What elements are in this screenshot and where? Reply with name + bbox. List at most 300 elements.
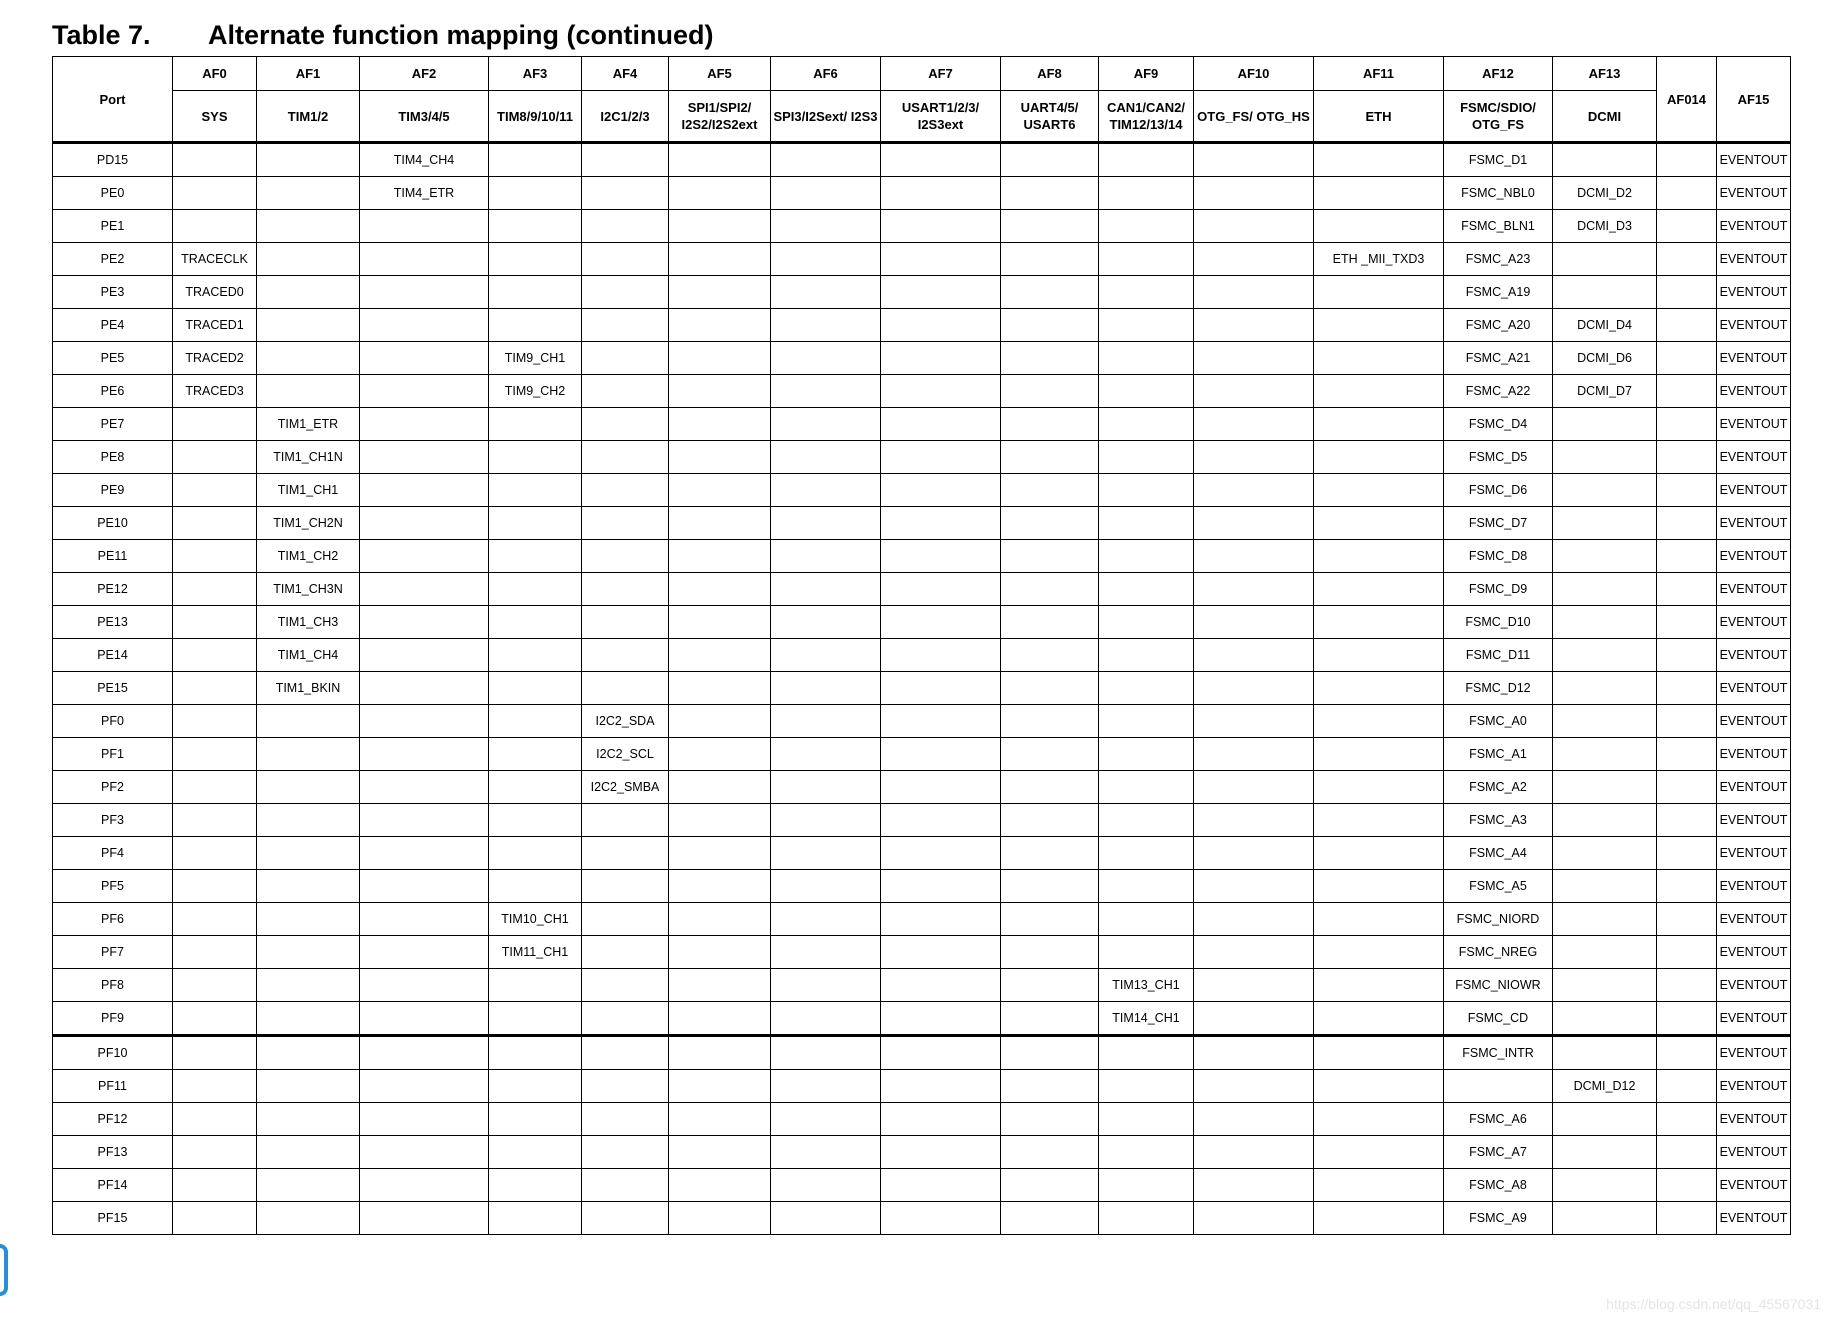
af-cell: FSMC_A0 bbox=[1444, 705, 1553, 738]
af-cell bbox=[1553, 771, 1657, 804]
table-row bbox=[53, 243, 1791, 276]
af-cell bbox=[582, 1070, 669, 1103]
af-cell bbox=[489, 837, 582, 870]
af-cell bbox=[669, 1103, 771, 1136]
header-func-spi1-spi2: SPI1/SPI2/ I2S2/I2S2ext bbox=[669, 91, 771, 143]
af-cell bbox=[489, 606, 582, 639]
af-cell: FSMC_D12 bbox=[1444, 672, 1553, 705]
af-cell bbox=[1001, 573, 1099, 606]
af-cell bbox=[582, 375, 669, 408]
af-cell bbox=[1099, 573, 1194, 606]
header-af3: AF3 bbox=[489, 57, 582, 91]
af-cell bbox=[1001, 771, 1099, 804]
af-cell bbox=[1314, 870, 1444, 903]
af-cell bbox=[771, 936, 881, 969]
table-row bbox=[53, 573, 1791, 606]
af-cell bbox=[1314, 1136, 1444, 1169]
af-cell bbox=[1001, 606, 1099, 639]
port-cell: PF12 bbox=[53, 1103, 173, 1136]
af-cell: FSMC_D7 bbox=[1444, 507, 1553, 540]
af-cell: EVENTOUT bbox=[1717, 210, 1791, 243]
header-af8: AF8 bbox=[1001, 57, 1099, 91]
af-cell: TIM1_BKIN bbox=[257, 672, 360, 705]
af-cell bbox=[1099, 540, 1194, 573]
af-cell: TRACECLK bbox=[173, 243, 257, 276]
af-cell bbox=[1001, 342, 1099, 375]
af-cell: FSMC_A19 bbox=[1444, 276, 1553, 309]
af-cell bbox=[1194, 870, 1314, 903]
af-cell bbox=[1099, 1036, 1194, 1070]
af-cell bbox=[771, 969, 881, 1002]
af-cell: FSMC_D4 bbox=[1444, 408, 1553, 441]
af-cell: FSMC_D11 bbox=[1444, 639, 1553, 672]
af-cell: TIM1_CH2 bbox=[257, 540, 360, 573]
af-cell bbox=[1657, 177, 1717, 210]
af-cell bbox=[1194, 1136, 1314, 1169]
header-func-spi3: SPI3/I2Sext/ I2S3 bbox=[771, 91, 881, 143]
af-cell bbox=[1314, 573, 1444, 606]
af-cell bbox=[360, 573, 489, 606]
af-cell: FSMC_INTR bbox=[1444, 1036, 1553, 1070]
af-cell bbox=[1194, 969, 1314, 1002]
af-cell bbox=[1001, 143, 1099, 177]
af-cell bbox=[1314, 540, 1444, 573]
header-func-otg: OTG_FS/ OTG_HS bbox=[1194, 91, 1314, 143]
af-cell bbox=[489, 441, 582, 474]
af-cell bbox=[1194, 1169, 1314, 1202]
af-cell bbox=[1001, 870, 1099, 903]
af-cell: TRACED0 bbox=[173, 276, 257, 309]
af-cell bbox=[489, 408, 582, 441]
af-cell bbox=[1099, 408, 1194, 441]
af-cell: EVENTOUT bbox=[1717, 936, 1791, 969]
af-cell bbox=[489, 177, 582, 210]
af-cell bbox=[360, 639, 489, 672]
af-cell bbox=[881, 143, 1001, 177]
af-cell bbox=[1194, 342, 1314, 375]
af-cell bbox=[1657, 573, 1717, 606]
af-cell bbox=[881, 672, 1001, 705]
header-af0: AF0 bbox=[173, 57, 257, 91]
af-cell: FSMC_A6 bbox=[1444, 1103, 1553, 1136]
af-cell bbox=[1099, 1136, 1194, 1169]
af-cell bbox=[360, 210, 489, 243]
af-cell bbox=[1194, 177, 1314, 210]
af-cell bbox=[669, 441, 771, 474]
af-cell bbox=[1657, 276, 1717, 309]
table-row bbox=[53, 903, 1791, 936]
header-af14: AF014 bbox=[1657, 57, 1717, 143]
header-func-uart4-5: UART4/5/ USART6 bbox=[1001, 91, 1099, 143]
af-cell bbox=[257, 837, 360, 870]
af-cell bbox=[360, 507, 489, 540]
af-cell: FSMC_D9 bbox=[1444, 573, 1553, 606]
af-cell: FSMC_A9 bbox=[1444, 1202, 1553, 1235]
af-cell: FSMC_A5 bbox=[1444, 870, 1553, 903]
af-cell bbox=[1001, 1070, 1099, 1103]
af-cell bbox=[1194, 606, 1314, 639]
af-cell bbox=[771, 1036, 881, 1070]
af-cell bbox=[1553, 705, 1657, 738]
port-cell: PF13 bbox=[53, 1136, 173, 1169]
af-cell bbox=[1553, 507, 1657, 540]
af-cell bbox=[489, 573, 582, 606]
af-cell bbox=[489, 507, 582, 540]
af-cell: DCMI_D4 bbox=[1553, 309, 1657, 342]
af-cell bbox=[257, 1103, 360, 1136]
af-cell bbox=[1001, 639, 1099, 672]
af-cell bbox=[173, 870, 257, 903]
af-cell bbox=[1553, 143, 1657, 177]
port-cell: PE9 bbox=[53, 474, 173, 507]
af-cell bbox=[1553, 639, 1657, 672]
af-cell bbox=[582, 507, 669, 540]
af-cell bbox=[1194, 1036, 1314, 1070]
af-cell bbox=[771, 375, 881, 408]
af-cell bbox=[1099, 1070, 1194, 1103]
af-cell: FSMC_A7 bbox=[1444, 1136, 1553, 1169]
af-cell: DCMI_D12 bbox=[1553, 1070, 1657, 1103]
af-cell bbox=[489, 771, 582, 804]
af-cell bbox=[669, 969, 771, 1002]
af-cell: TIM13_CH1 bbox=[1099, 969, 1194, 1002]
af-cell bbox=[1314, 408, 1444, 441]
af-cell bbox=[771, 573, 881, 606]
af-cell bbox=[771, 441, 881, 474]
af-cell bbox=[669, 903, 771, 936]
af-cell bbox=[881, 1002, 1001, 1036]
table-row bbox=[53, 441, 1791, 474]
af-cell bbox=[257, 177, 360, 210]
af-cell bbox=[771, 1002, 881, 1036]
af-cell bbox=[360, 1002, 489, 1036]
af-cell: EVENTOUT bbox=[1717, 573, 1791, 606]
af-cell bbox=[771, 837, 881, 870]
af-cell bbox=[1001, 1103, 1099, 1136]
af-cell: FSMC_D10 bbox=[1444, 606, 1553, 639]
af-cell bbox=[1444, 1070, 1553, 1103]
af-cell bbox=[257, 342, 360, 375]
af-cell bbox=[1194, 1103, 1314, 1136]
af-cell bbox=[173, 936, 257, 969]
af-cell bbox=[669, 738, 771, 771]
table-row bbox=[53, 1036, 1791, 1070]
af-cell bbox=[360, 903, 489, 936]
af-cell bbox=[881, 738, 1001, 771]
af-cell bbox=[1099, 738, 1194, 771]
af-cell bbox=[669, 1002, 771, 1036]
af-cell bbox=[1657, 143, 1717, 177]
header-row-af bbox=[53, 57, 1791, 91]
watermark: https://blog.csdn.net/qq_45567031 bbox=[1606, 1296, 1821, 1312]
af-cell bbox=[1099, 639, 1194, 672]
page-edge-mark bbox=[0, 1244, 8, 1296]
header-row-function bbox=[53, 91, 1791, 143]
af-cell bbox=[360, 1036, 489, 1070]
af-cell bbox=[1001, 408, 1099, 441]
af-cell: FSMC_NIORD bbox=[1444, 903, 1553, 936]
af-cell bbox=[771, 507, 881, 540]
header-func-usart1-2-3: USART1/2/3/ I2S3ext bbox=[881, 91, 1001, 143]
af-cell bbox=[1657, 804, 1717, 837]
af-cell bbox=[489, 705, 582, 738]
af-cell bbox=[1099, 309, 1194, 342]
af-cell bbox=[881, 771, 1001, 804]
af-cell bbox=[360, 276, 489, 309]
af-cell bbox=[881, 870, 1001, 903]
af-cell bbox=[173, 441, 257, 474]
table-row bbox=[53, 375, 1791, 408]
af-cell bbox=[360, 771, 489, 804]
af-cell bbox=[771, 738, 881, 771]
af-cell bbox=[1314, 738, 1444, 771]
af-cell bbox=[669, 771, 771, 804]
af-cell: EVENTOUT bbox=[1717, 903, 1791, 936]
port-cell: PF8 bbox=[53, 969, 173, 1002]
af-cell: EVENTOUT bbox=[1717, 837, 1791, 870]
af-cell bbox=[1099, 870, 1194, 903]
af-cell bbox=[1314, 606, 1444, 639]
af-cell bbox=[173, 540, 257, 573]
af-cell bbox=[881, 342, 1001, 375]
af-cell bbox=[1194, 738, 1314, 771]
af-cell bbox=[173, 771, 257, 804]
table-row bbox=[53, 1103, 1791, 1136]
af-cell bbox=[360, 441, 489, 474]
af-cell bbox=[1657, 1103, 1717, 1136]
af-cell bbox=[1314, 309, 1444, 342]
port-cell: PD15 bbox=[53, 143, 173, 177]
table-row bbox=[53, 672, 1791, 705]
af-cell: TIM1_CH4 bbox=[257, 639, 360, 672]
af-cell bbox=[582, 1036, 669, 1070]
af-cell bbox=[1553, 804, 1657, 837]
af-cell bbox=[1194, 441, 1314, 474]
af-cell bbox=[1553, 672, 1657, 705]
af-cell bbox=[1194, 540, 1314, 573]
af-cell: FSMC_A8 bbox=[1444, 1169, 1553, 1202]
af-cell bbox=[1314, 143, 1444, 177]
af-cell bbox=[1553, 1103, 1657, 1136]
af-cell: TIM11_CH1 bbox=[489, 936, 582, 969]
af-cell: EVENTOUT bbox=[1717, 276, 1791, 309]
table-row bbox=[53, 804, 1791, 837]
header-af9: AF9 bbox=[1099, 57, 1194, 91]
header-af7: AF7 bbox=[881, 57, 1001, 91]
af-cell: FSMC_NBL0 bbox=[1444, 177, 1553, 210]
port-cell: PE0 bbox=[53, 177, 173, 210]
af-cell: FSMC_D8 bbox=[1444, 540, 1553, 573]
af-cell bbox=[173, 177, 257, 210]
af-cell bbox=[257, 276, 360, 309]
af-cell bbox=[669, 474, 771, 507]
table-row bbox=[53, 507, 1791, 540]
af-cell bbox=[173, 837, 257, 870]
af-cell bbox=[881, 936, 1001, 969]
af-cell bbox=[1657, 1202, 1717, 1235]
af-cell bbox=[1314, 177, 1444, 210]
af-cell: I2C2_SMBA bbox=[582, 771, 669, 804]
af-cell bbox=[669, 606, 771, 639]
af-cell: FSMC_A21 bbox=[1444, 342, 1553, 375]
port-cell: PF0 bbox=[53, 705, 173, 738]
af-cell bbox=[669, 870, 771, 903]
af-cell bbox=[881, 177, 1001, 210]
af-cell bbox=[881, 375, 1001, 408]
af-cell bbox=[489, 309, 582, 342]
port-cell: PE8 bbox=[53, 441, 173, 474]
af-cell: TRACED3 bbox=[173, 375, 257, 408]
af-cell bbox=[360, 804, 489, 837]
af-cell bbox=[1194, 771, 1314, 804]
af-cell bbox=[881, 210, 1001, 243]
af-cell bbox=[1657, 1136, 1717, 1169]
af-cell bbox=[669, 672, 771, 705]
af-cell bbox=[257, 309, 360, 342]
af-cell: EVENTOUT bbox=[1717, 804, 1791, 837]
table-row bbox=[53, 342, 1791, 375]
af-cell bbox=[669, 804, 771, 837]
header-af12: AF12 bbox=[1444, 57, 1553, 91]
af-cell bbox=[881, 1103, 1001, 1136]
af-cell: EVENTOUT bbox=[1717, 243, 1791, 276]
af-cell bbox=[1194, 375, 1314, 408]
af-cell bbox=[771, 1136, 881, 1169]
af-cell bbox=[1001, 1202, 1099, 1235]
af-cell bbox=[1001, 507, 1099, 540]
af-cell bbox=[1314, 276, 1444, 309]
af-cell bbox=[582, 276, 669, 309]
af-cell bbox=[1001, 738, 1099, 771]
af-cell bbox=[1001, 276, 1099, 309]
af-cell bbox=[669, 1070, 771, 1103]
af-cell bbox=[582, 441, 669, 474]
af-cell bbox=[1099, 1169, 1194, 1202]
header-af15: AF15 bbox=[1717, 57, 1791, 143]
table-row bbox=[53, 870, 1791, 903]
af-cell: EVENTOUT bbox=[1717, 342, 1791, 375]
af-cell bbox=[257, 143, 360, 177]
af-cell bbox=[669, 639, 771, 672]
af-cell bbox=[1194, 639, 1314, 672]
af-cell: EVENTOUT bbox=[1717, 606, 1791, 639]
af-cell: TIM14_CH1 bbox=[1099, 1002, 1194, 1036]
port-cell: PE5 bbox=[53, 342, 173, 375]
af-cell bbox=[582, 408, 669, 441]
af-cell bbox=[1194, 837, 1314, 870]
af-cell bbox=[173, 143, 257, 177]
af-cell bbox=[1194, 672, 1314, 705]
port-cell: PF11 bbox=[53, 1070, 173, 1103]
port-cell: PF4 bbox=[53, 837, 173, 870]
af-cell bbox=[1099, 210, 1194, 243]
af-cell bbox=[1099, 837, 1194, 870]
af-cell bbox=[360, 1070, 489, 1103]
af-cell bbox=[771, 606, 881, 639]
af-cell bbox=[669, 1169, 771, 1202]
af-cell bbox=[173, 969, 257, 1002]
af-cell: EVENTOUT bbox=[1717, 705, 1791, 738]
af-cell bbox=[1099, 606, 1194, 639]
af-cell bbox=[360, 540, 489, 573]
af-cell bbox=[582, 177, 669, 210]
af-cell: FSMC_A23 bbox=[1444, 243, 1553, 276]
af-cell bbox=[881, 540, 1001, 573]
af-cell bbox=[1001, 441, 1099, 474]
af-cell bbox=[1194, 143, 1314, 177]
af-cell bbox=[489, 474, 582, 507]
port-cell: PE12 bbox=[53, 573, 173, 606]
af-cell bbox=[1657, 540, 1717, 573]
af-cell bbox=[582, 837, 669, 870]
af-cell bbox=[1314, 969, 1444, 1002]
af-cell: EVENTOUT bbox=[1717, 969, 1791, 1002]
af-cell bbox=[1099, 672, 1194, 705]
af-cell bbox=[881, 606, 1001, 639]
af-cell bbox=[489, 1002, 582, 1036]
af-cell bbox=[1553, 1169, 1657, 1202]
af-cell bbox=[173, 474, 257, 507]
af-cell bbox=[1657, 738, 1717, 771]
header-func-eth: ETH bbox=[1314, 91, 1444, 143]
af-cell: TIM1_CH1 bbox=[257, 474, 360, 507]
af-cell bbox=[1657, 1169, 1717, 1202]
af-cell: DCMI_D6 bbox=[1553, 342, 1657, 375]
af-cell bbox=[360, 1103, 489, 1136]
port-cell: PF7 bbox=[53, 936, 173, 969]
af-cell bbox=[582, 606, 669, 639]
af-cell bbox=[1099, 936, 1194, 969]
af-cell bbox=[1657, 210, 1717, 243]
af-cell: TIM1_CH3N bbox=[257, 573, 360, 606]
af-cell: TIM4_ETR bbox=[360, 177, 489, 210]
af-cell bbox=[1314, 210, 1444, 243]
af-cell bbox=[771, 903, 881, 936]
af-cell bbox=[1099, 243, 1194, 276]
af-cell bbox=[582, 672, 669, 705]
af-cell bbox=[360, 375, 489, 408]
af-cell bbox=[1657, 870, 1717, 903]
af-cell bbox=[1314, 507, 1444, 540]
af-cell bbox=[582, 969, 669, 1002]
af-cell bbox=[881, 573, 1001, 606]
header-func-dcmi: DCMI bbox=[1553, 91, 1657, 143]
af-cell: FSMC_D1 bbox=[1444, 143, 1553, 177]
af-cell bbox=[881, 441, 1001, 474]
af-cell bbox=[1314, 837, 1444, 870]
af-cell bbox=[582, 639, 669, 672]
af-cell bbox=[1001, 177, 1099, 210]
af-cell bbox=[1099, 804, 1194, 837]
table-body bbox=[53, 143, 1791, 1235]
af-cell bbox=[1194, 507, 1314, 540]
af-cell bbox=[881, 804, 1001, 837]
af-cell bbox=[669, 1036, 771, 1070]
af-cell: EVENTOUT bbox=[1717, 1002, 1791, 1036]
af-cell bbox=[1099, 705, 1194, 738]
af-cell bbox=[1553, 903, 1657, 936]
af-cell bbox=[1314, 771, 1444, 804]
af-cell bbox=[771, 210, 881, 243]
port-cell: PE3 bbox=[53, 276, 173, 309]
af-cell bbox=[1314, 1103, 1444, 1136]
af-cell bbox=[360, 1136, 489, 1169]
af-cell bbox=[881, 1036, 1001, 1070]
af-cell bbox=[1001, 375, 1099, 408]
af-cell bbox=[1657, 771, 1717, 804]
af-cell: I2C2_SCL bbox=[582, 738, 669, 771]
af-cell bbox=[582, 540, 669, 573]
